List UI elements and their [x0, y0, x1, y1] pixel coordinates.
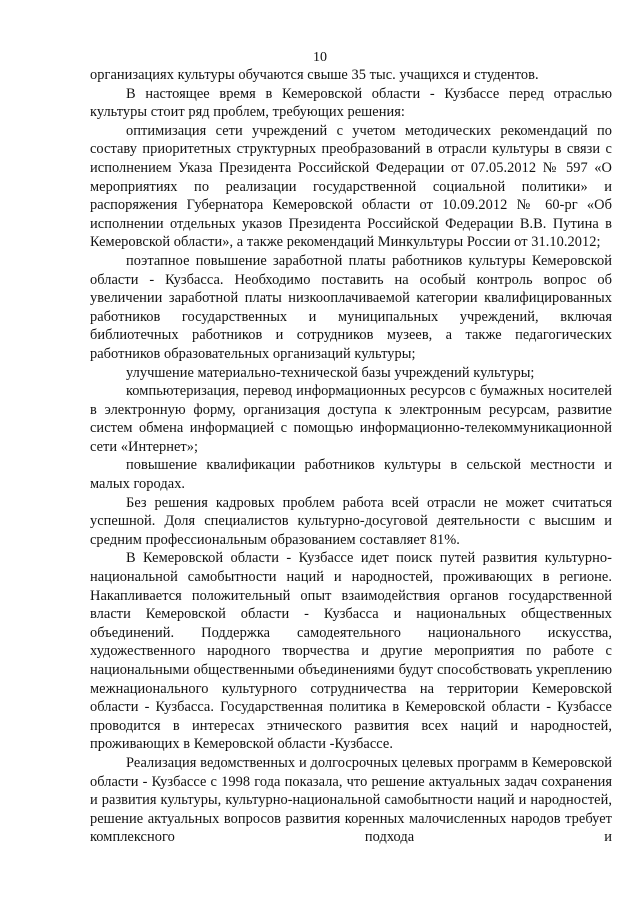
paragraph-national-identity: В Кемеровской области - Кузбассе идет поиск путей развития культурно-национальной самобытности наций и народностей, проживающих в регионе. Накапливается положительный опыт взаимодействия органов государственной власти Кемеровской области - Кузбасса и национальных общественных объединений. Поддержка самодеятельного национального искусства, художественного народного творчества и другие мероприятия по работе с национальными общественными объединениями будут способствовать укреплению межнационального культурного сотрудничества на территории Кемеровской области - Кузбасса. Государственная политика в Кемеровской области - Кузбассе проводится в интересах этнического развития всех наций и народностей, проживающих в Кемеровской области -Кузбассе. — [90, 550, 612, 753]
document-body — [90, 66, 612, 847]
paragraph-network-optimization: оптимизация сети учреждений с учетом методических рекомендаций по составу приоритетных структурных преобразований в отрасли культуры в связи с исполнением Указа Президента Российской Федерации от 07.05.2012 № 597 «О мероприятиях по реализации государственной социальной политики» и распоряжения Губернатора Кемеровской области от 10.09.2012 № 60-рг «Об исполнении отдельных указов Президента Российской Федерации В.В. Путина в Кемеровской области», а также рекомендаций Минкультуры России от 31.10.2012; — [90, 122, 612, 251]
page-number: 10 — [313, 50, 327, 65]
paragraph-material-base: улучшение материально-технической базы учреждений культуры; — [126, 364, 535, 381]
paragraph-computerization: компьютеризация, перевод информационных ресурсов с бумажных носителей в электронную форму, организация доступа к электронным ресурсам, развитие систем обмена информацией с помощью информационно-телекоммуникационной сети «Интернет»; — [90, 383, 612, 455]
paragraph-target-programs: Реализация ведомственных и долгосрочных целевых программ в Кемеровской области - Кузбассе с 1998 года показала, что решение актуальных задач сохранения и развития культуры, культурно-национальной самобытности наций и народностей, решение актуальных вопросов развития коренных малочисленных народов требует комплексного подхода и — [90, 754, 612, 846]
paragraph-staffing: Без решения кадровых проблем работа всей отрасли не может считаться успешной. Доля специалистов культурно-досуговой деятельности с высшим и средним профессиональным образованием составляет 81%. — [90, 494, 612, 548]
paragraph-qualification: повышение квалификации работников культуры в сельской местности и малых городах. — [90, 457, 612, 493]
paragraph-salary-increase: поэтапное повышение заработной платы работников культуры Кемеровской области - Кузбасса. Необходимо поставить на особый контроль вопрос об увеличении заработной платы низкооплачиваемой категории квалифицированных работников государственных и муниципальных учреждений, включая библиотечных работников и сотрудников музеев, а также педагогических работников образовательных организаций культуры; — [90, 252, 612, 362]
paragraph-continuation: организациях культуры обучаются свыше 35 тыс. учащихся и студентов. — [90, 67, 539, 83]
paragraph-problems-intro: В настоящее время в Кемеровской области - Кузбассе перед отраслью культуры стоит ряд проблем, требующих решения: — [90, 85, 612, 121]
